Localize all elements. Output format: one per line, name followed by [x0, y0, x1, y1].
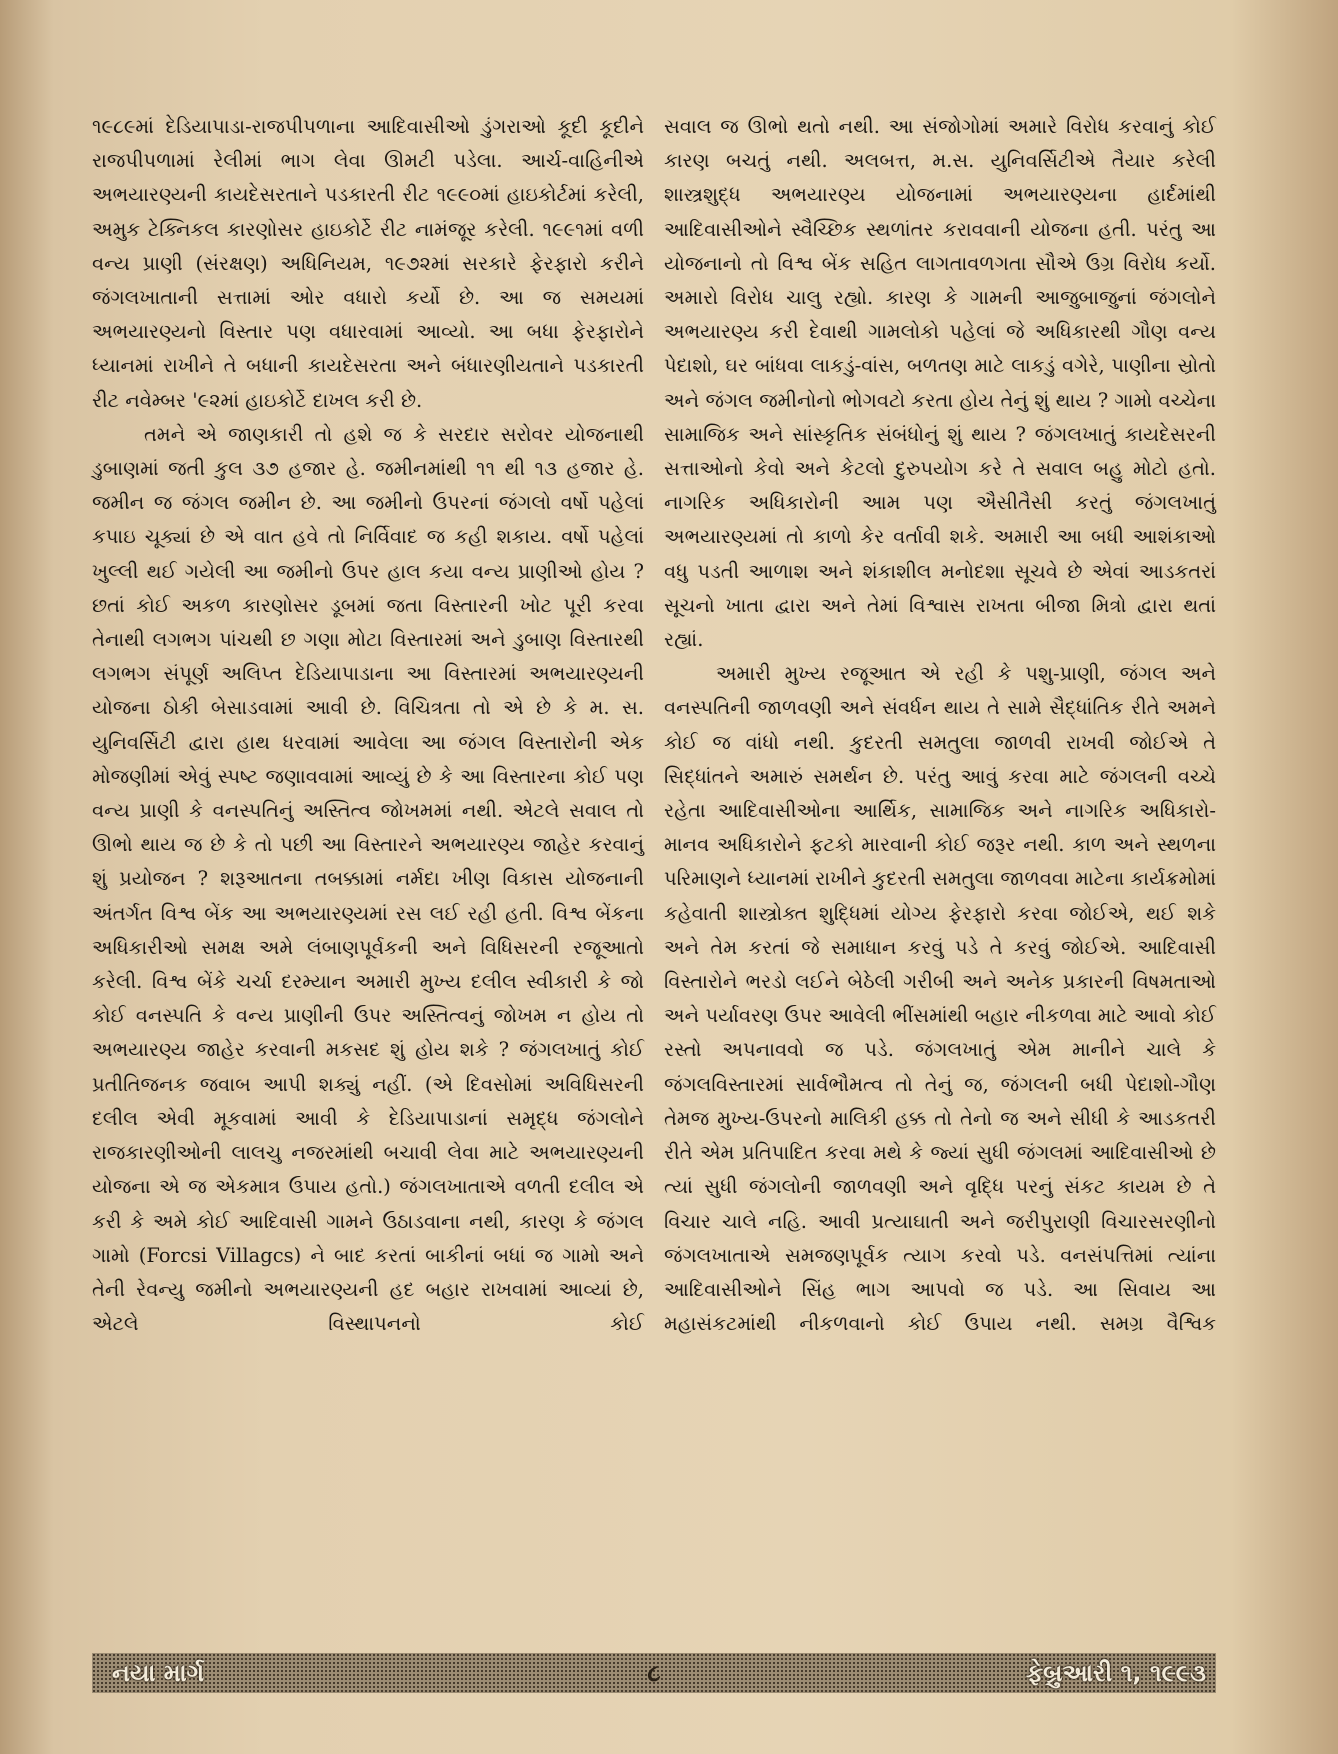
right-text-column	[664, 110, 1216, 1341]
paragraph-submergence: તમને એ જાણકારી તો હશે જ કે સરદાર સરોવર યોજનાથી ડુબાણમાં જતી કુલ ૩૭ હજાર હે. જમીનમાંથી ૧૧ થી ૧૩ હજાર હે. જમીન જ જંગલ જમીન છે. આ જમીનો ઉપરનાં જંગલો વર્ષો પહેલાં કપાઇ ચૂક્યાં છે એ વાત હવે તો નિર્વિવાદ જ કહી શકાય. વર્ષો પહેલાં ખુલ્લી થઈ ગયેલી આ જમીનો ઉપર હાલ કયા વન્ય પ્રાણીઓ હોય ? છતાં કોઈ અકળ કારણોસર ડૂબમાં જતા વિસ્તારની ખોટ પૂરી કરવા તેનાથી લગભગ પાંચથી છ ગણા મોટા વિસ્તારમાં અને ડુબાણ વિસ્તારથી લગભગ સંપૂર્ણ અલિપ્ત દેડિયાપાડાના આ વિસ્તારમાં અભયારણ્યની યોજના ઠોકી બેસાડવામાં આવી છે. વિચિત્રતા તો એ છે કે મ. સ. યુનિવર્સિટી દ્વારા હાથ ધરવામાં આવેલા આ જંગલ વિસ્તારોની એક મોજણીમાં એવું સ્પષ્ટ જણાવવામાં આવ્યું છે કે આ વિસ્તારના કોઈ પણ વન્ય પ્રાણી કે વનસ્પતિનું અસ્તિત્વ જોખમમાં નથી. એટલે સવાલ તો ઊભો થાય જ છે કે તો પછી આ વિસ્તારને અભયારણ્ય જાહેર કરવાનું શું પ્રયોજન ? શરૂઆતના તબક્કામાં નર્મદા ખીણ વિકાસ યોજનાની અંતર્ગત વિશ્વ બેંક આ અભયારણ્યમાં રસ લઈ રહી હતી. વિશ્વ બેંકના અધિકારીઓ સમક્ષ અમે લંબાણપૂર્વકની અને વિધિસરની રજૂઆતો કરેલી. વિશ્વ બેંકે ચર્ચા દરમ્યાન અમારી મુખ્ય દલીલ સ્વીકારી કે જો કોઈ વનસ્પતિ કે વન્ય પ્રાણીની ઉપર અસ્તિત્વનું જોખમ ન હોય તો અભયારણ્ય જાહેર કરવાની મકસદ શું હોય શકે ? જંગલખાતું કોઈ પ્રતીતિજનક જવાબ આપી શક્યું નહીં. (એ દિવસોમાં અવિધિસરની દલીલ એવી મૂકવામાં આવી કે દેડિયાપાડાનાં સમૃદ્ધ જંગલોને રાજકારણીઓની લાલચુ નજરમાંથી બચાવી લેવા માટે અભયારણ્યની યોજના એ જ એકમાત્ર ઉપાય હતો.) જંગલખાતાએ વળતી દલીલ એ કરી કે અમે કોઈ આદિવાસી ગામને ઉઠાડવાના નથી, કારણ કે જંગલ ગામો (Forcsi Villagcs) ને બાદ કરતાં બાકીનાં બધાં જ ગામો અને તેની રેવન્યુ જમીનો અભયારણ્યની હદ બહાર રાખવામાં આવ્યાં છે, એટલે વિસ્થાપનનો કોઈ	[92, 422, 644, 1336]
paragraph-opposition: સવાલ જ ઊભો થતો નથી. આ સંજોગોમાં અમારે વિરોધ કરવાનું કોઈ કારણ બચતું નથી. અલબત્ત, મ.સ. યુનિવર્સિટીએ તૈયાર કરેલી શાસ્ત્રશુદ્ધ અભયારણ્ય યોજનામાં અભયારણ્યના હાર્દમાંથી આદિવાસીઓને સ્વૈચ્છિક સ્થળાંતર કરાવવાની યોજના હતી. પરંતુ આ યોજનાનો તો વિશ્વ બેંક સહિત લાગતાવળગતા સૌએ ઉગ્ર વિરોધ કર્યો. અમારો વિરોધ ચાલુ રહ્યો. કારણ કે ગામની આજુબાજુનાં જંગલોને અભયારણ્ય કરી દેવાથી ગામલોકો પહેલાં જે અધિકારથી ગૌણ વન્ય પેદાશો, ઘર બાંધવા લાકડું-વાંસ, બળતણ માટે લાકડું વગેરે, પાણીના સ્રોતો અને જંગલ જમીનોનો ભોગવટો કરતા હોય તેનું શું થાય ? ગામો વચ્ચેના સામાજિક અને સાંસ્કૃતિક સંબંધોનું શું થાય ? જંગલખાતું કાયદેસરની સત્તાઓનો કેવો અને કેટલો દુરુપયોગ કરે તે સવાલ બહુ મોટો હતો. નાગરિક અધિકારોની આમ પણ ઐસીતૈસી કરતું જંગલખાતું અભયારણ્યમાં તો કાળો કેર વર્તાવી શકે. અમારી આ બધી આશંકાઓ વધુ પડતી આળાશ અને શંકાશીલ મનોદશા સૂચવે છે એવાં આડકતરાં સૂચનો ખાતા દ્વારા અને તેમાં વિશ્વાસ રાખતા બીજા મિત્રો દ્વારા થતાં રહ્યાં.	[664, 115, 1216, 652]
page-footer-band	[92, 1653, 1216, 1693]
publication-name: નયા માર્ગ	[112, 1659, 205, 1687]
page-number: ૮	[647, 1659, 661, 1687]
paragraph-main-argument: અમારી મુખ્ય રજૂઆત એ રહી કે પશુ-પ્રાણી, જંગલ અને વનસ્પતિની જાળવણી અને સંવર્ધન થાય તે સામે સૈદ્ધાંતિક રીતે અમને કોઈ જ વાંધો નથી. કુદરતી સમતુલા જાળવી રાખવી જોઈએ તે સિદ્ધાંતને અમારું સમર્થન છે. પરંતુ આવું કરવા માટે જંગલની વચ્ચે રહેતા આદિવાસીઓના આર્થિક, સામાજિક અને નાગરિક અધિકારો-માનવ અધિકારોને ફટકો મારવાની કોઈ જરૂર નથી. કાળ અને સ્થળના પરિમાણને ધ્યાનમાં રાખીને કુદરતી સમતુલા જાળવવા માટેના કાર્યક્રમોમાં કહેવાતી શાસ્ત્રોક્ત શુદ્ધિમાં યોગ્ય ફેરફારો કરવા જોઈએ, થઈ શકે અને તેમ કરતાં જે સમાધાન કરવું પડે તે કરવું જોઈએ. આદિવાસી વિસ્તારોને ભરડો લઈને બેઠેલી ગરીબી અને અનેક પ્રકારની વિષમતાઓ અને પર્યાવરણ ઉપર આવેલી ભીંસમાંથી બહાર નીકળવા માટે આવો કોઈ રસ્તો અપનાવવો જ પડે. જંગલખાતું એમ માનીને ચાલે કે જંગલવિસ્તારમાં સાર્વભૌમત્વ તો તેનું જ, જંગલની બધી પેદાશો-ગૌણ તેમજ મુખ્ય-ઉપરનો માલિકી હક્ક તો તેનો જ અને સીધી કે આડકતરી રીતે એમ પ્રતિપાદિત કરવા મથે કે જ્યાં સુધી જંગલમાં આદિવાસીઓ છે ત્યાં સુધી જંગલોની જાળવણી અને વૃદ્ધિ પરનું સંકટ કાયમ છે તે વિચાર ચાલે નહિ. આવી પ્રત્યાઘાતી અને જરીપુરાણી વિચારસરણીનો જંગલખાતાએ સમજણપૂર્વક ત્યાગ કરવો પડે. વનસંપત્તિમાં ત્યાંના આદિવાસીઓને સિંહ ભાગ આપવો જ પડે. આ સિવાય આ મહાસંકટમાંથી નીકળવાનો કોઈ ઉપાય નથી. સમગ્ર વૈશ્વિક	[664, 662, 1216, 1336]
left-text-column	[92, 110, 644, 1341]
issue-date: ફેબ્રુઆરી ૧, ૧૯૯૩	[1026, 1659, 1206, 1687]
paragraph-rally: ૧૯૮૯માં દેડિયાપાડા-રાજપીપળાના આદિવાસીઓ ડુંગરાઓ કૂદી કૂદીને રાજપીપળામાં રેલીમાં ભાગ લેવા ઊમટી પડેલા. આર્ચ-વાહિનીએ અભયારણ્યની કાયદેસરતાને પડકારતી રીટ ૧૯૯૦માં હાઇકોર્ટમાં કરેલી, અમુક ટેક્નિકલ કારણોસર હાઇકોર્ટે રીટ નામંજૂર કરેલી. ૧૯૯૧માં વળી વન્ય પ્રાણી (સંરક્ષણ) અધિનિયમ, ૧૯૭૨માં સરકારે ફેરફારો કરીને જંગલખાતાની સત્તામાં ઓર વધારો કર્યો છે. આ જ સમયમાં અભયારણ્યનો વિસ્તાર પણ વધારવામાં આવ્યો. આ બધા ફેરફારોને ધ્યાનમાં રાખીને તે બધાની કાયદેસરતા અને બંધારણીયતાને પડકારતી રીટ નવેમ્બર '૯૨માં હાઇકોર્ટે દાખલ કરી છે.	[92, 115, 644, 412]
